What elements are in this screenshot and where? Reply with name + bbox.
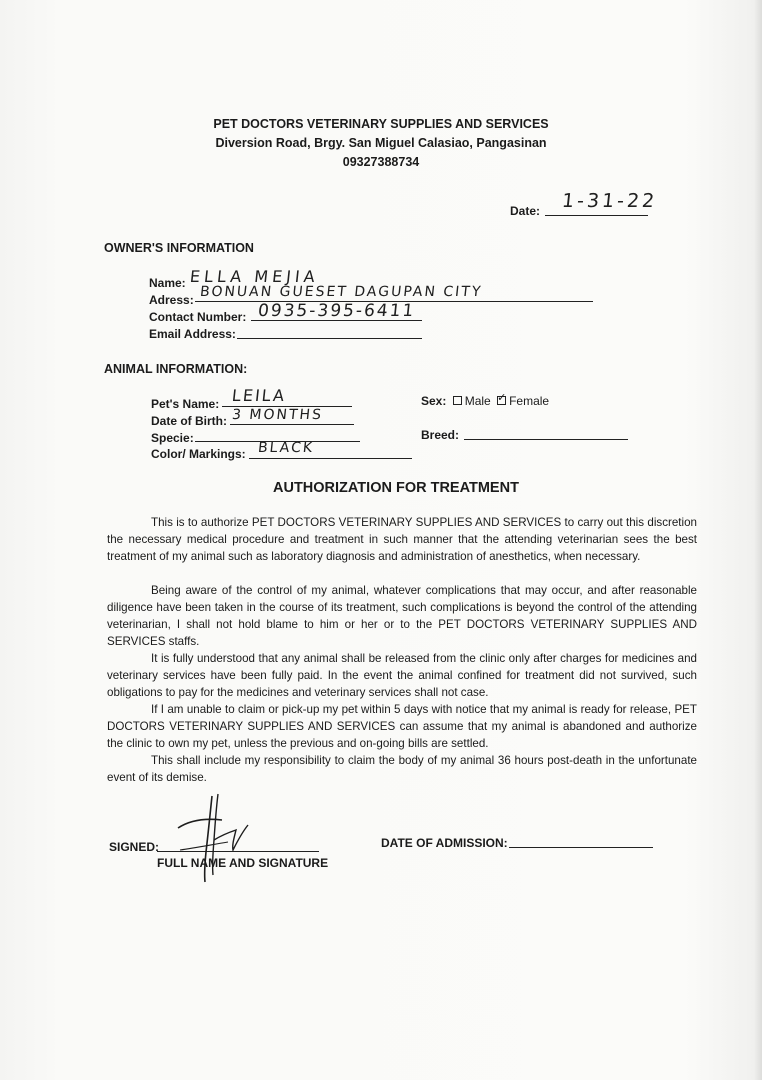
specie-label: Specie: xyxy=(151,431,194,445)
pet-name-value[interactable]: LEILA xyxy=(231,386,287,405)
owner-heading: OWNER'S INFORMATION xyxy=(104,241,254,255)
date-label: Date: xyxy=(510,204,541,218)
authorization-title: AUTHORIZATION FOR TREATMENT xyxy=(273,480,519,496)
date-line xyxy=(545,215,648,216)
authorization-paragraph-3: It is fully understood that any animal shall be released from the clinic only after charges for medicines and veterinary services have been fully paid. In the event the animal confined for treatment did not survived, such obligations to pay for the medicines and veterinary services shall not case. xyxy=(107,652,697,699)
clinic-phone: 09327388734 xyxy=(342,155,420,169)
sex-male-label: Male xyxy=(464,394,491,408)
date-value[interactable]: 1-31-22 xyxy=(560,190,659,212)
animal-heading: ANIMAL INFORMATION: xyxy=(104,362,248,376)
admission-label: DATE OF ADMISSION: xyxy=(381,836,508,850)
owner-email-line[interactable] xyxy=(237,338,422,339)
breed-label: Breed: xyxy=(421,428,460,442)
color-line xyxy=(249,458,412,459)
clinic-name: PET DOCTORS VETERINARY SUPPLIES AND SERVICES xyxy=(213,117,549,131)
dob-label: Date of Birth: xyxy=(151,414,227,428)
owner-address-label: Adress: xyxy=(149,293,194,307)
owner-contact-label: Contact Number: xyxy=(149,310,247,324)
handwritten-signature[interactable] xyxy=(160,790,260,885)
dob-value[interactable]: 3 MONTHS xyxy=(231,407,324,423)
authorization-paragraph-2: Being aware of the control of my animal, whatever complications that may occur, and after reasonable diligence have been taken in the course of its treatment, such complications is beyond the control of the attending veterinarian, I shall not hold blame to him or her or to the PET DOCTORS VETERINARY SUPPLIES AND SERVICES staffs. xyxy=(107,584,697,648)
owner-contact-value[interactable]: 0935-395-6411 xyxy=(256,301,417,321)
pet-name-label: Pet's Name: xyxy=(151,397,220,411)
signature-caption: FULL NAME AND SIGNATURE xyxy=(157,856,329,870)
check-mark-icon: ✓ xyxy=(497,392,507,404)
breed-line[interactable] xyxy=(464,439,628,440)
clinic-address: Diversion Road, Brgy. San Miguel Calasiao, Pangasinan xyxy=(215,136,547,150)
owner-name-label: Name: xyxy=(149,276,186,290)
owner-email-label: Email Address: xyxy=(149,327,236,341)
owner-address-value[interactable]: BONUAN GUESET DAGUPAN CITY xyxy=(199,284,484,300)
sex-female-checkbox[interactable] xyxy=(497,392,507,405)
sex-label: Sex: xyxy=(421,394,447,408)
sex-male-checkbox[interactable] xyxy=(453,396,462,405)
sex-field xyxy=(421,394,549,408)
signed-label: SIGNED: xyxy=(109,840,160,854)
authorization-paragraph-4: If I am unable to claim or pick-up my pet within 5 days with notice that my animal is ready for release, PET DOCTORS VETERINARY SUPPLIES AND SERVICES can assume that my animal is abandoned and authorize the clinic to own my pet, unless the previous and on-going bills are settled. xyxy=(107,703,697,750)
owner-name-value[interactable]: ELLA MEJIA xyxy=(189,267,320,286)
admission-line[interactable] xyxy=(509,847,653,848)
authorization-paragraph-5: This shall include my responsibility to claim the body of my animal 36 hours post-death in the unfortunate event of its demise. xyxy=(107,754,697,784)
color-value[interactable]: BLACK xyxy=(257,440,315,456)
color-label: Color/ Markings: xyxy=(151,447,246,461)
dob-line xyxy=(230,424,354,425)
authorization-paragraph-1: This is to authorize PET DOCTORS VETERINARY SUPPLIES AND SERVICES to carry out this discretion the necessary medical procedure and treatment in such manner that the attending veterinarian sees the best treatment of my animal such as laboratory diagnosis and administration of anesthetics, when necessary. xyxy=(107,516,697,563)
sex-female-label: Female xyxy=(509,394,550,408)
